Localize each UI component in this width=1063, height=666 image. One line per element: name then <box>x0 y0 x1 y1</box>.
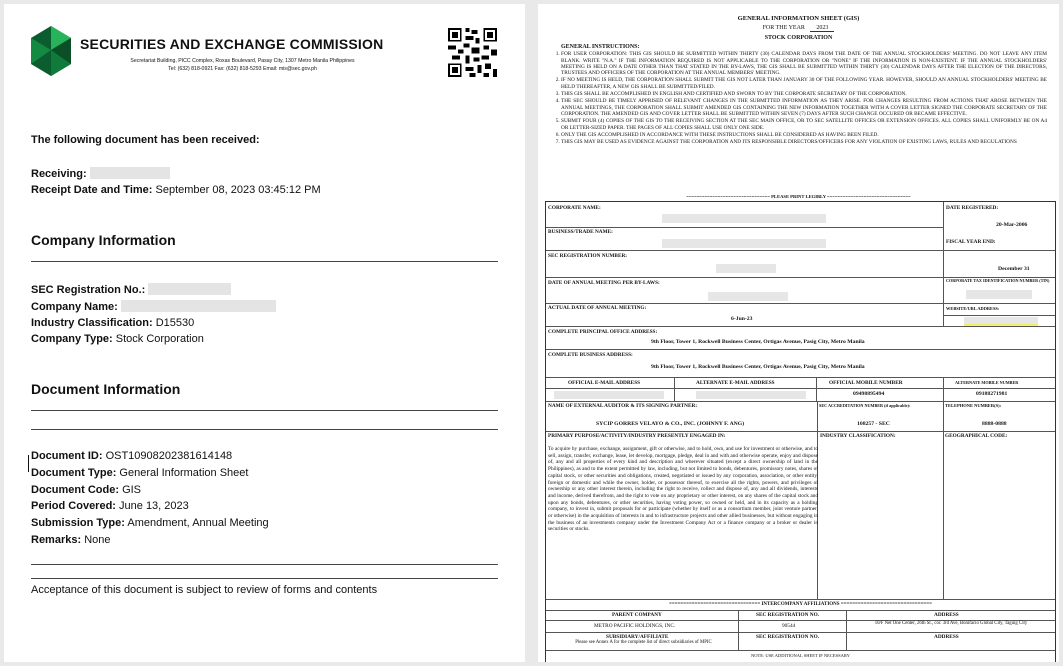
parent-address: 10/F Net One Center, 26th St., cor. 3rd Ave, Bonifacio Global City, Taguig City <box>874 621 1028 626</box>
company-name-row <box>31 300 276 313</box>
instruction-item: 6. ONLY THE GIS ACCOMPLISHED IN ACCORDANCE WITH THESE INSTRUCTIONS SHALL BE CONSIDERED AS HAVING BEEN FILED. <box>561 132 1047 138</box>
sec-accreditation-value: 108257 - SEC <box>857 421 890 427</box>
receipt-dt-label: Receipt Date and Time: <box>31 184 153 196</box>
company-info-heading: Company Information <box>31 232 176 248</box>
period-value: June 13, 2023 <box>119 500 189 512</box>
instructions-list <box>547 51 1047 145</box>
period-row <box>31 500 189 512</box>
auditor-label: NAME OF EXTERNAL AUDITOR & ITS SIGNING PARTNER: <box>548 403 698 409</box>
sec-reg-label: SEC Registration No.: <box>31 284 146 296</box>
row-line <box>546 349 1055 350</box>
address-col-label: ADDRESS <box>934 612 959 618</box>
doc-type-value: General Information Sheet <box>119 467 249 479</box>
alt-email-label: ALTERNATE E-MAIL ADDRESS <box>696 380 775 386</box>
receiving-row <box>31 167 170 180</box>
redacted-alt-email <box>696 391 806 399</box>
org-name: SECURITIES AND EXCHANGE COMMISSION <box>80 36 384 52</box>
row-line <box>546 377 1055 378</box>
gis-form-table <box>545 201 1056 662</box>
row-line <box>546 610 1055 611</box>
redacted-receiving <box>90 167 170 179</box>
gis-page <box>538 4 1059 662</box>
doc-code-row <box>31 484 141 496</box>
gis-year-row <box>538 25 1059 32</box>
redacted-official-email <box>554 391 664 399</box>
actual-meeting-label: ACTUAL DATE OF ANNUAL MEETING: <box>548 305 647 311</box>
sec-reg-no-col-label: SEC REGISTRATION NO. <box>756 612 820 618</box>
sec-logo-icon <box>31 26 71 76</box>
divider <box>31 564 498 565</box>
business-name-label: BUSINESS/TRADE NAME: <box>548 229 613 235</box>
row-line <box>546 303 1055 304</box>
acceptance-note: Acceptance of this document is subject to review of forms and contents <box>31 584 378 596</box>
row-line <box>546 326 1055 327</box>
sec-accreditation-label: SEC ACCREDITATION NUMBER (if applicable): <box>819 403 911 408</box>
instruction-item: 1. FOR USER CORPORATION: THIS GIS SHOULD BE SUBMITTED WITHIN THIRTY (30) CALENDAR DAYS FROM THE DATE OF THE ANNUAL STOCKHOLDERS' MEETING. DO NOT LEAVE ANY ITEM BLANK. WRITE "N.A." IF THE INFORMATION REQUIRED IS NOT APPLICABLE TO THE CORPORATION OR "NONE" IF THE INFORMATION IS NON-EXISTENT. IF THE ANNUAL STOCKHOLDERS' MEETING IS HELD ON A DATE OTHER THAN THAT STATED IN THE BY-LAWS, THE GIS SHALL BE SUBMITTED WITHIN THIRTY (30) CALENDAR DAYS AFTER THE ELECTION OF THE DIRECTORS, TRUSTEES AND OFFICERS OF THE CORPORATION AT THE ANNUAL MEMBERS' MEETING. <box>561 51 1047 76</box>
remarks-row <box>31 534 111 546</box>
redacted-website <box>964 317 1038 326</box>
instruction-item: 3. THIS GIS SHALL BE ACCOMPLISHED IN ENGLISH AND CERTIFIED AND SWORN TO BY THE CORPORATE SECRETARY OF THE CORPORATION. <box>561 91 1047 97</box>
subsidiary-note: Please see Annex A for the complete list of direct subsidiaries of MPIC <box>575 640 712 645</box>
company-type-value: Stock Corporation <box>115 333 204 345</box>
fiscal-year-value: December 31 <box>998 266 1030 272</box>
receipt-dt-value: September 08, 2023 03:45:12 PM <box>155 184 321 196</box>
actual-meeting-value: 6-Jun-23 <box>731 316 753 322</box>
subsidiary-label: SUBSIDIARY/AFFILIATE <box>606 634 669 640</box>
intercompany-heading: ================================ INTERCOMPANY AFFILIATIONS ================================ <box>669 602 932 607</box>
row-line <box>546 431 1055 432</box>
redacted-sec-reg-no <box>716 264 776 273</box>
instructions-block <box>547 44 1047 146</box>
sec-reg-no-label: SEC REGISTRATION NUMBER: <box>548 253 628 259</box>
divider <box>31 261 498 262</box>
instruction-item: 2. IF NO MEETING IS HELD, THE CORPORATION SHALL SUBMIT THE GIS NOT LATER THAN JANUARY 30 OF THE FOLLOWING YEAR. HOWEVER, SHOULD AN ANNUAL STOCKHOLDERS' MEETING BE HELD THEREAFTER, A NEW GIS SHALL BE SUBMITTED/FILED. <box>561 77 1047 90</box>
divider <box>31 578 498 579</box>
industry-row <box>31 317 194 329</box>
row-line <box>546 401 1055 402</box>
official-mobile-value: 09498895494 <box>853 391 885 397</box>
print-legibly-note: ================================ PLEASE PRINT LEGIBLY ================================ <box>686 194 911 199</box>
col-line <box>738 610 739 650</box>
remarks-label: Remarks: <box>31 534 82 546</box>
period-label: Period Covered: <box>31 500 116 512</box>
instruction-item: 5. SUBMIT FOUR (4) COPIES OF THE GIS TO THE RECEIVING SECTION AT THE SEC MAIN OFFICE, OR TO SEC SATELLITE OFFICES OR EXTENSION OFFICES. ALL COPIES SHALL UNIFORMLY BE ON A4 OR LETTER-SIZED PAPER. THE PAGES OF ALL COPIES SHALL USE ONLY ONE SIDE. <box>561 118 1047 131</box>
col-line <box>943 202 944 326</box>
received-notice: The following document has been received: <box>31 134 260 146</box>
col-line <box>943 377 944 431</box>
footer-note: NOTE: USE ADDITIONAL SHEET IF NECESSARY <box>751 653 850 658</box>
industry-value: D15530 <box>155 317 195 329</box>
col-line <box>943 431 944 599</box>
divider <box>31 410 498 411</box>
parent-sec-no: 90544 <box>782 623 796 629</box>
official-email-label: OFFICIAL E-MAIL ADDRESS <box>568 380 641 386</box>
submission-label: Submission Type: <box>31 517 125 529</box>
row-line <box>546 599 1055 600</box>
industry-classification-label: INDUSTRY CLASSIFICATION: <box>820 433 896 439</box>
address-line-2: Tel: (632) 818-0921 Fax: (632) 818-5293 Email: mis@sec.gov.ph <box>168 66 317 73</box>
website-label: WEBSITE/URL ADDRESS: <box>946 306 1000 311</box>
row-line <box>546 650 1055 651</box>
text-cursor <box>28 455 29 472</box>
redacted-annual-meeting <box>708 292 788 301</box>
submission-value: Amendment, Annual Meeting <box>127 517 269 529</box>
alt-mobile-label: ALTERNATE MOBILE NUMBER <box>955 380 1019 385</box>
qr-code-icon <box>448 28 497 77</box>
doc-id-row <box>31 450 232 462</box>
col-line <box>816 377 817 401</box>
year-label: FOR THE YEAR <box>762 25 805 31</box>
instruction-item: 4. THE SEC SHOULD BE TIMELY APPRISED OF RELEVANT CHANGES IN THE SUBMITTED INFORMATION AS THEY ARISE. FOR CHANGES RESULTING FROM ACTIONS THAT AROSE BETWEEN THE ANNUAL MEETINGS, THE CORPORATION SHALL SUBMIT AMENDED GIS CONTAINING THE NEW INFORMATION TOGETHER WITH A COVER LETTER SIGNED THE CORPORATE SECRETARY OF THE CORPORATION. THE AMENDED GIS AND COVER LETTER SHALL BE SUBMITTED WITHIN SEVEN (7) DAYS AFTER SUCH CHANGE OCCURED OR BECAME EFFECTIVE. <box>561 98 1047 117</box>
doc-code-value: GIS <box>122 484 142 496</box>
row-line <box>546 388 1055 389</box>
col-line <box>846 610 847 650</box>
parent-company-label: PARENT COMPANY <box>612 612 662 618</box>
telephone-label: TELEPHONE NUMBER(S): <box>945 403 1002 408</box>
address-line-1: Secretariat Building, PICC Complex, Roxas Boulevard, Pasay City, 1307 Metro Manila Philippines <box>130 58 355 64</box>
parent-name: METRO PACIFIC HOLDINGS, INC. <box>594 623 676 629</box>
address-col-label: ADDRESS <box>934 634 959 640</box>
receipt-page <box>4 4 525 662</box>
principal-office-value: 9th Floor, Tower 1, Rockwell Business Center, Ortigas Avenue, Pasig City, Metro Manila <box>651 339 865 345</box>
row-line <box>546 227 943 228</box>
redacted-business-name <box>662 239 826 248</box>
corp-type: STOCK CORPORATION <box>764 35 833 41</box>
business-address-label: COMPLETE BUSINESS ADDRESS: <box>548 352 633 358</box>
receiving-label: Receiving: <box>31 168 87 180</box>
sec-reg-no-col-label: SEC REGISTRATION NO. <box>756 634 820 640</box>
corporate-name-label: CORPORATE NAME: <box>548 205 601 211</box>
instructions-heading: GENERAL INSTRUCTIONS: <box>561 44 640 50</box>
auditor-value: SYCIP GORRES VELAYO & CO., INC. (JOHNNY F. ANG) <box>596 421 745 427</box>
company-name-label: Company Name: <box>31 301 118 313</box>
annual-meeting-bylaws-label: DATE OF ANNUAL MEETING PER BY-LAWS: <box>548 280 660 286</box>
tin-label: CORPORATE TAX IDENTIFICATION NUMBER (TIN) <box>946 278 1050 283</box>
date-registered-value: 20-Mar-2006 <box>996 222 1028 228</box>
row-line <box>943 315 1055 316</box>
doc-id-value: OST10908202381614148 <box>105 450 233 462</box>
divider <box>31 429 498 430</box>
remarks-value: None <box>84 534 111 546</box>
sec-reg-row <box>31 283 231 296</box>
submission-row <box>31 517 269 529</box>
primary-purpose-label: PRIMARY PURPOSE/ACTIVITY/INDUSTRY PRESENTLY ENGAGED IN: <box>548 433 726 439</box>
instruction-item: 7. THIS GIS MAY BE USED AS EVIDENCE AGAINST THE CORPORATION AND ITS RESPONSIBLE DIRECTORS/OFFICERS FOR ANY VIOLATION OF EXISTING LAWS, RULES AND REGULATIONS <box>561 139 1047 145</box>
date-registered-label: DATE REGISTERED: <box>946 205 999 211</box>
fiscal-year-label: FISCAL YEAR END: <box>946 239 996 245</box>
principal-office-label: COMPLETE PRINCIPAL OFFICE ADDRESS: <box>548 329 658 335</box>
redacted-sec-reg <box>148 283 231 295</box>
doc-type-row <box>31 467 248 479</box>
doc-type-label: Document Type: <box>31 467 117 479</box>
company-type-label: Company Type: <box>31 333 113 345</box>
gis-title: GENERAL INFORMATION SHEET (GIS) <box>737 15 860 22</box>
alt-mobile-value: 09188271981 <box>976 391 1008 397</box>
redacted-corporate-name <box>662 214 826 223</box>
col-line <box>817 401 818 431</box>
year-value: 2023 <box>810 25 834 32</box>
official-mobile-label: OFFICIAL MOBILE NUMBER <box>829 380 903 386</box>
business-address-value: 9th Floor, Tower 1, Rockwell Business Center, Ortigas Avenue, Pasig City, Metro Manila <box>651 364 865 370</box>
receipt-dt-row <box>31 184 321 196</box>
col-line <box>674 377 675 401</box>
industry-label: Industry Classification: <box>31 317 153 329</box>
redacted-company-name <box>121 300 276 312</box>
doc-id-label: Document ID: <box>31 450 103 462</box>
redacted-tin <box>966 290 1032 299</box>
company-type-row <box>31 333 204 345</box>
row-line <box>546 632 1055 633</box>
doc-code-label: Document Code: <box>31 484 119 496</box>
row-line <box>546 250 1055 251</box>
telephone-value: 8888-0888 <box>982 421 1007 427</box>
primary-purpose-text: To acquire by purchase, exchange, assignment, gift or otherwise, and to hold, own, and use for investment or otherwise, and to sell, assign, transfer, exchange, lease, let develop, mortgage, pledge, deal in and with and otherwise operate, enjoy and dispose of, any and all properties of every kind and description and wherever situated (except a direct ownership of land in the Philippines), as and to the extent permitted by law, including, but not limited to bonds, debentures, promissory notes, shares of capital stock, or other securities and obligations, created, negotiated or issued by any corporation, association, or other entity, foreign or domestic and while the owner, holder, or possessor thereof, to exercise all the rights, powers, and privileges of ownership or any other interest therein, including the right to receive, collect and dispose of, any and all dividends, interests and income, derived therefrom, and the right to vote on any proprietary or other interest, on any shares of the capital stock and upon any bonds, debentures, or other securities, having voting power, so owned or held, and in its capacity as a holding company, to invest in, submit proposals for or participate (whether by itself or as a consortium member, joint venture partner, or otherwise) in the acquisition of interests in and to infrastructure projects and other allied businesses, but without engaging in the business of an investments company under the Investment Company Act or a finance company or a broker or dealer in securities or stocks. <box>548 446 818 533</box>
document-info-heading: Document Information <box>31 381 181 397</box>
geo-code-label: GEOGRAPHICAL CODE: <box>945 433 1008 439</box>
org-address <box>80 57 405 74</box>
